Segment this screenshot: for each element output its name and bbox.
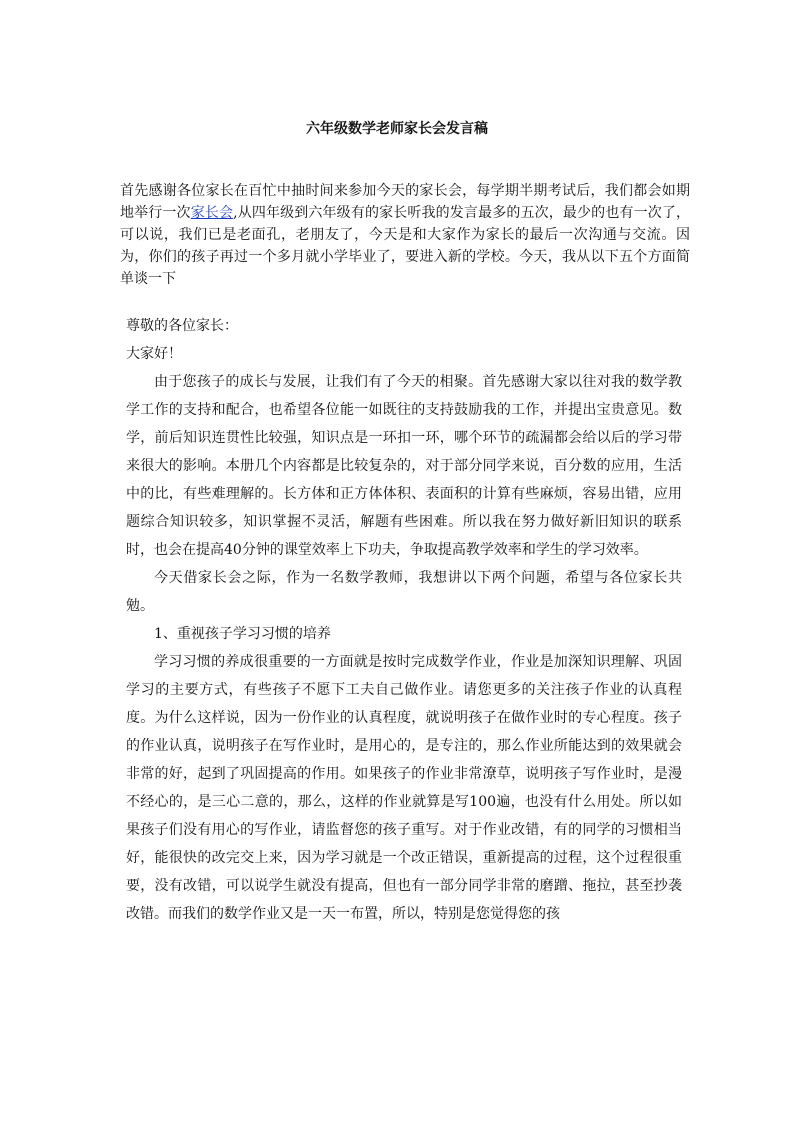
paragraph-thanks: 由于您孩子的成长与发展，让我们有了今天的相聚。首先感谢大家以往对我的数学教学工作的支持和配合，也希望各位能一如既往的支持鼓励我的工作，并提出宝贵意见。数学，前后知识连贯性比较强，知识点是一环扣一环，哪个环节的疏漏都会给以后的学习带来很大的影响。本册几个内容都是比较复杂的，对于部分同学来说，百分数的应用，生活中的比，有些难理解的。长方体和正方体体积、表面积的计算有些麻烦，容易出错，应用题综合知识较多，知识掌握不灵活，解题有些困难。所以我在努力做好新旧知识的联系时，也会在提高40分钟的课堂效率上下功夫，争取提高教学效率和学生的学习效率。 <box>126 374 682 558</box>
intro-text-before-link: 首先感谢各位家长在百忙中抽时间来参加今天的家长会，每学期半期考试后，我们都会如期地举行一次 <box>120 183 690 221</box>
intro-text-after-link: ,从四年级到六年级有的家长听我的发言最多的五次，最少的也有一次了，可以说，我们已是老面孔，老朋友了，今天是和大家作为家长的最后一次沟通与交流。因为，你们的孩子再过一个多月就小学毕业了，要进入新的学校。今天，我从以下五个方面简单谈一下 <box>120 205 691 287</box>
document-title: 六年级数学老师家长会发言稿 <box>306 121 488 137</box>
speech-body <box>126 312 682 928</box>
section-heading-habits: 1、重视孩子学习习惯的培养 <box>154 626 331 642</box>
paragraph-homework: 学习习惯的养成很重要的一方面就是按时完成数学作业，作业是加深知识理解、巩固学习的主要方式，有些孩子不愿下工夫自己做作业。请您更多的关注孩子作业的认真程度。为什么这样说，因为一份作业的认真程度，就说明孩子在做作业时的专心程度。孩子的作业认真，说明孩子在写作业时，是用心的，是专注的，那么作业所能达到的效果就会非常的好，起到了巩固提高的作用。如果孩子的作业非常潦草，说明孩子写作业时，是漫不经心的，是三心二意的，那么，这样的作业就算是写100遍，也没有什么用处。所以如果孩子们没有用心的写作业，请监督您的孩子重写。对于作业改错，有的同学的习惯相当好，能很快的改完交上来，因为学习就是一个改正错误，重新提高的过程，这个过程很重要，没有改错，可以说学生就没有提高，但也有一部分同学非常的磨蹭、拖拉，甚至抄袭改错。而我们的数学作业又是一天一布置，所以，特别是您觉得您的孩 <box>126 654 682 922</box>
intro-paragraph <box>120 180 690 290</box>
greeting: 大家好！ <box>126 346 182 362</box>
parent-meeting-link[interactable]: 家长会 <box>190 205 234 221</box>
paragraph-topics: 今天借家长会之际，作为一名数学教师，我想讲以下两个问题，希望与各位家长共勉。 <box>126 570 682 614</box>
salutation: 尊敬的各位家长： <box>126 318 238 334</box>
